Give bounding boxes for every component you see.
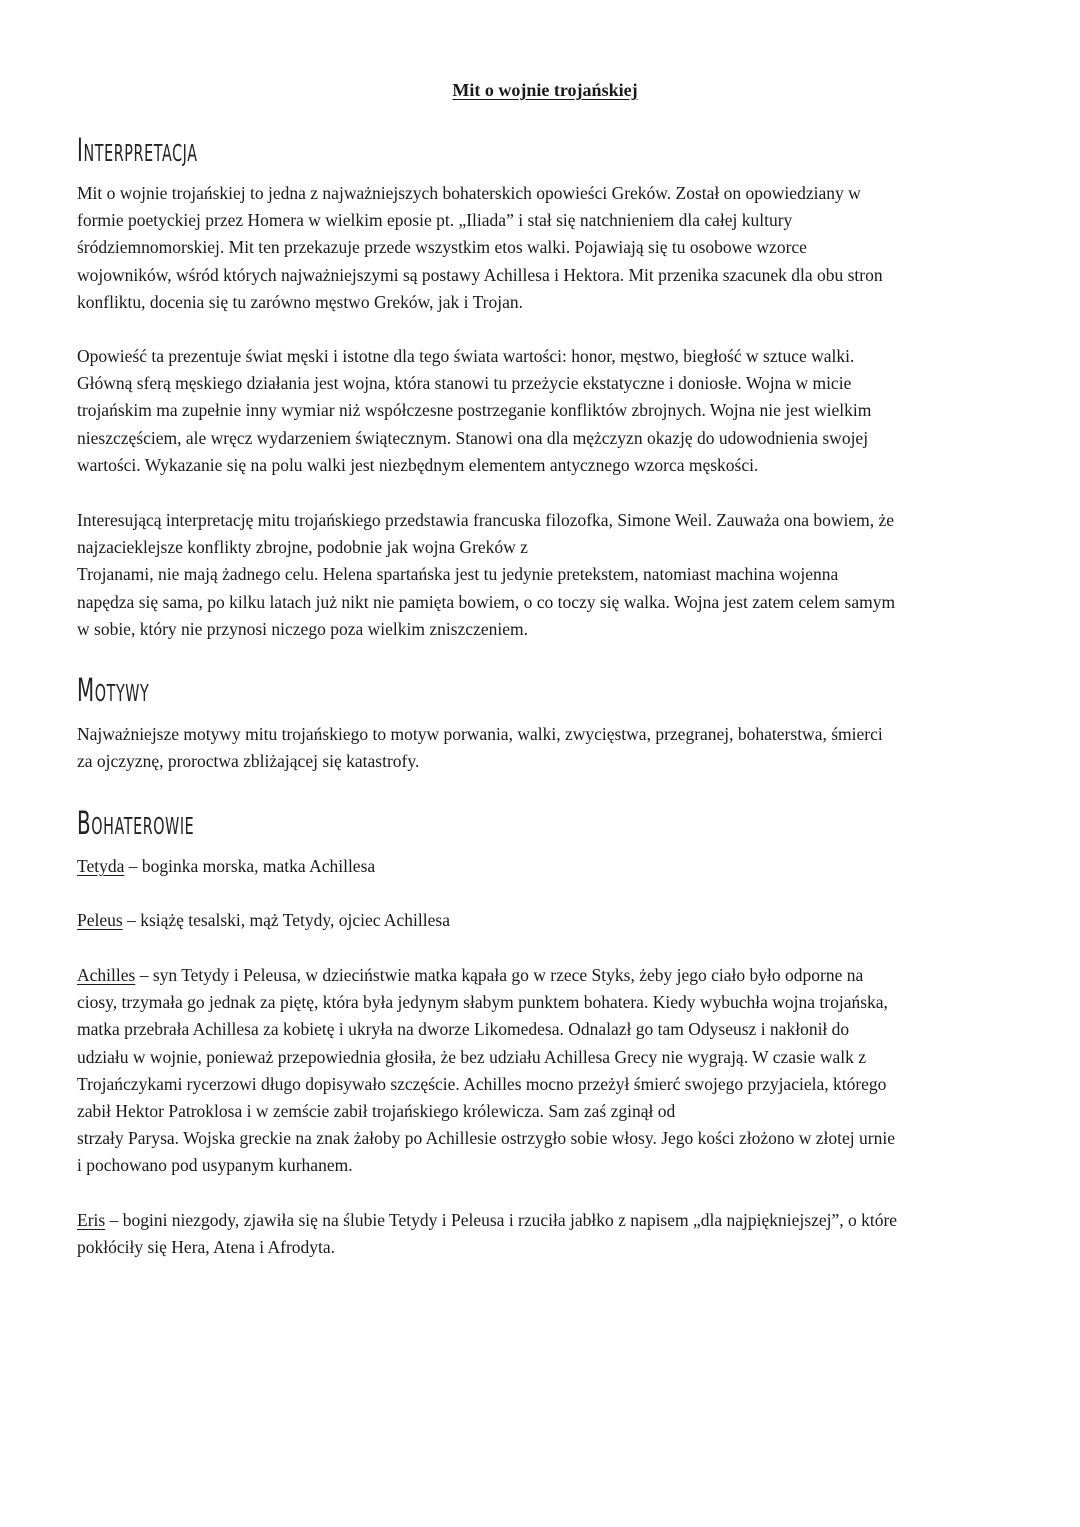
character-entry-eris [77,1207,1022,1261]
character-entry-tetyda [77,853,1022,880]
text-line: za ojczyznę, proroctwa zbliżającej się katastrofy. [77,751,420,772]
text-line: Główną sferą męskiego działania jest wojna, która stanowi tu przeżycie ekstatyczne i doniosłe. Wojna w micie [77,373,852,394]
character-name: Tetyda [77,856,125,876]
character-entry-peleus [77,907,1022,934]
text-line: wartości. Wykazanie się na polu walki jest niezbędnym elementem antycznego wzorca męskości. [77,454,759,475]
text-line [77,907,1022,934]
character-description: – syn Tetydy i Peleusa, w dzieciństwie matka kąpała go w rzece Styks, żeby jego ciało było odporne na [135,965,864,985]
text-line: formie poetyckiej przez Homera w wielkim eposie pt. „Iliada” i stał się natchnieniem dla całej kultury [77,210,793,231]
text-line: konfliktu, docenia się tu zarówno męstwo Greków, jak i Trojan. [77,291,524,312]
text-line: pokłóciły się Hera, Atena i Afrodyta. [77,1237,336,1258]
character-description: – boginka morska, matka Achillesa [124,856,376,876]
heading-rest: NTERPRETACJA [83,141,198,167]
heading-rest: OHATEROWIE [91,814,195,840]
text-line: najzacieklejsze konflikty zbrojne, podobnie jak wojna Greków z [77,537,528,558]
section-heading-bohaterowie [77,804,195,842]
text-line: udziału w wojnie, ponieważ przepowiednia głosiła, że bez udziału Achillesa Grecy nie wygrają. W czasie walk z [77,1046,866,1067]
interpretacja-paragraph-3 [77,507,1022,643]
heading-initial: M [77,671,95,709]
text-line: napędza się sama, po kilku latach już nikt nie pamięta bowiem, o co toczy się walka. Wojna jest zatem celem samym [77,591,896,612]
text-line: Mit o wojnie trojańskiej to jedna z najważniejszych bohaterskich opowieści Greków. Został on opowiedziany w [77,183,861,203]
text-line: ciosy, trzymała go jednak za piętę, która była jedynym słabym punktem bohatera. Kiedy wybuchła wojna trojańska, [77,992,888,1013]
text-line: Trojanami, nie mają żadnego celu. Helena spartańska jest tu jedynie pretekstem, natomiast machina wojenna [77,564,839,585]
interpretacja-paragraph-2 [77,343,1022,479]
text-line [77,853,1022,880]
section-heading-motywy [77,671,150,709]
text-line: w sobie, który nie przynosi niczego poza wielkim zniszczeniem. [77,618,528,639]
heading-initial: B [77,804,92,842]
text-line: trojańskim ma zupełnie inny wymiar niż współczesne postrzeganie konfliktów zbrojnych. Wojna nie jest wielkim [77,400,872,421]
text-line: Najważniejsze motywy mitu trojańskiego to motyw porwania, walki, zwycięstwa, przegranej, bohaterstwa, śmierci [77,724,883,744]
text-line [77,1207,1022,1234]
character-name: Eris [77,1210,106,1230]
text-line: wojowników, wśród których najważniejszymi są postawy Achillesa i Hektora. Mit przenika szacunek dla obu stron [77,264,883,285]
character-name: Achilles [77,965,136,985]
section-heading-interpretacja [77,131,198,169]
document-title: Mit o wojnie trojańskiej [452,80,638,100]
text-line: Interesującą interpretację mitu trojańskiego przedstawia francuska filozofka, Simone Weil. Zauważa ona bowiem, że [77,510,895,530]
character-entry-achilles [77,962,1022,1180]
interpretacja-paragraph-1 [77,180,1022,316]
text-line: strzały Parysa. Wojska greckie na znak żałoby po Achillesie ostrzygło sobie włosy. Jego kości złożono w złotej urnie [77,1128,895,1149]
text-line: śródziemnomorskiej. Mit ten przekazuje przede wszystkim etos walki. Pojawiają się tu osobowe wzorce [77,237,807,258]
character-description: – książę tesalski, mąż Tetydy, ojciec Achillesa [122,910,450,930]
character-name: Peleus [77,910,123,930]
character-description: – bogini niezgody, zjawiła się na ślubie Tetydy i Peleusa i rzuciła jabłko z napisem „dla najpiękniejszej”, o które [105,1210,898,1230]
text-line: Opowieść ta prezentuje świat męski i istotne dla tego świata wartości: honor, męstwo, biegłość w sztuce walki. [77,346,855,366]
text-line: nieszczęściem, ale wręcz wydarzeniem świątecznym. Stanowi ona dla mężczyzn okazję do udowodnienia swojej [77,427,869,448]
text-line [77,962,1022,989]
text-line: matka przebrała Achillesa za kobietę i ukryła na dworze Likomedesa. Odnalazł go tam Odyseusz i nakłonił do [77,1019,850,1040]
text-line: i pochowano pod usypanym kurhanem. [77,1155,353,1176]
heading-initial: I [77,131,84,169]
text-line: Trojańczykami rycerzowi długo dopisywało szczęście. Achilles mocno przeżył śmierć swojego przyjaciela, którego [77,1073,887,1094]
heading-rest: OTYWY [94,681,150,707]
motywy-paragraph [77,721,1022,775]
text-line: zabił Hektor Patroklosa i w zemście zabił trojańskiego królewicza. Sam zaś zginął od [77,1101,676,1122]
